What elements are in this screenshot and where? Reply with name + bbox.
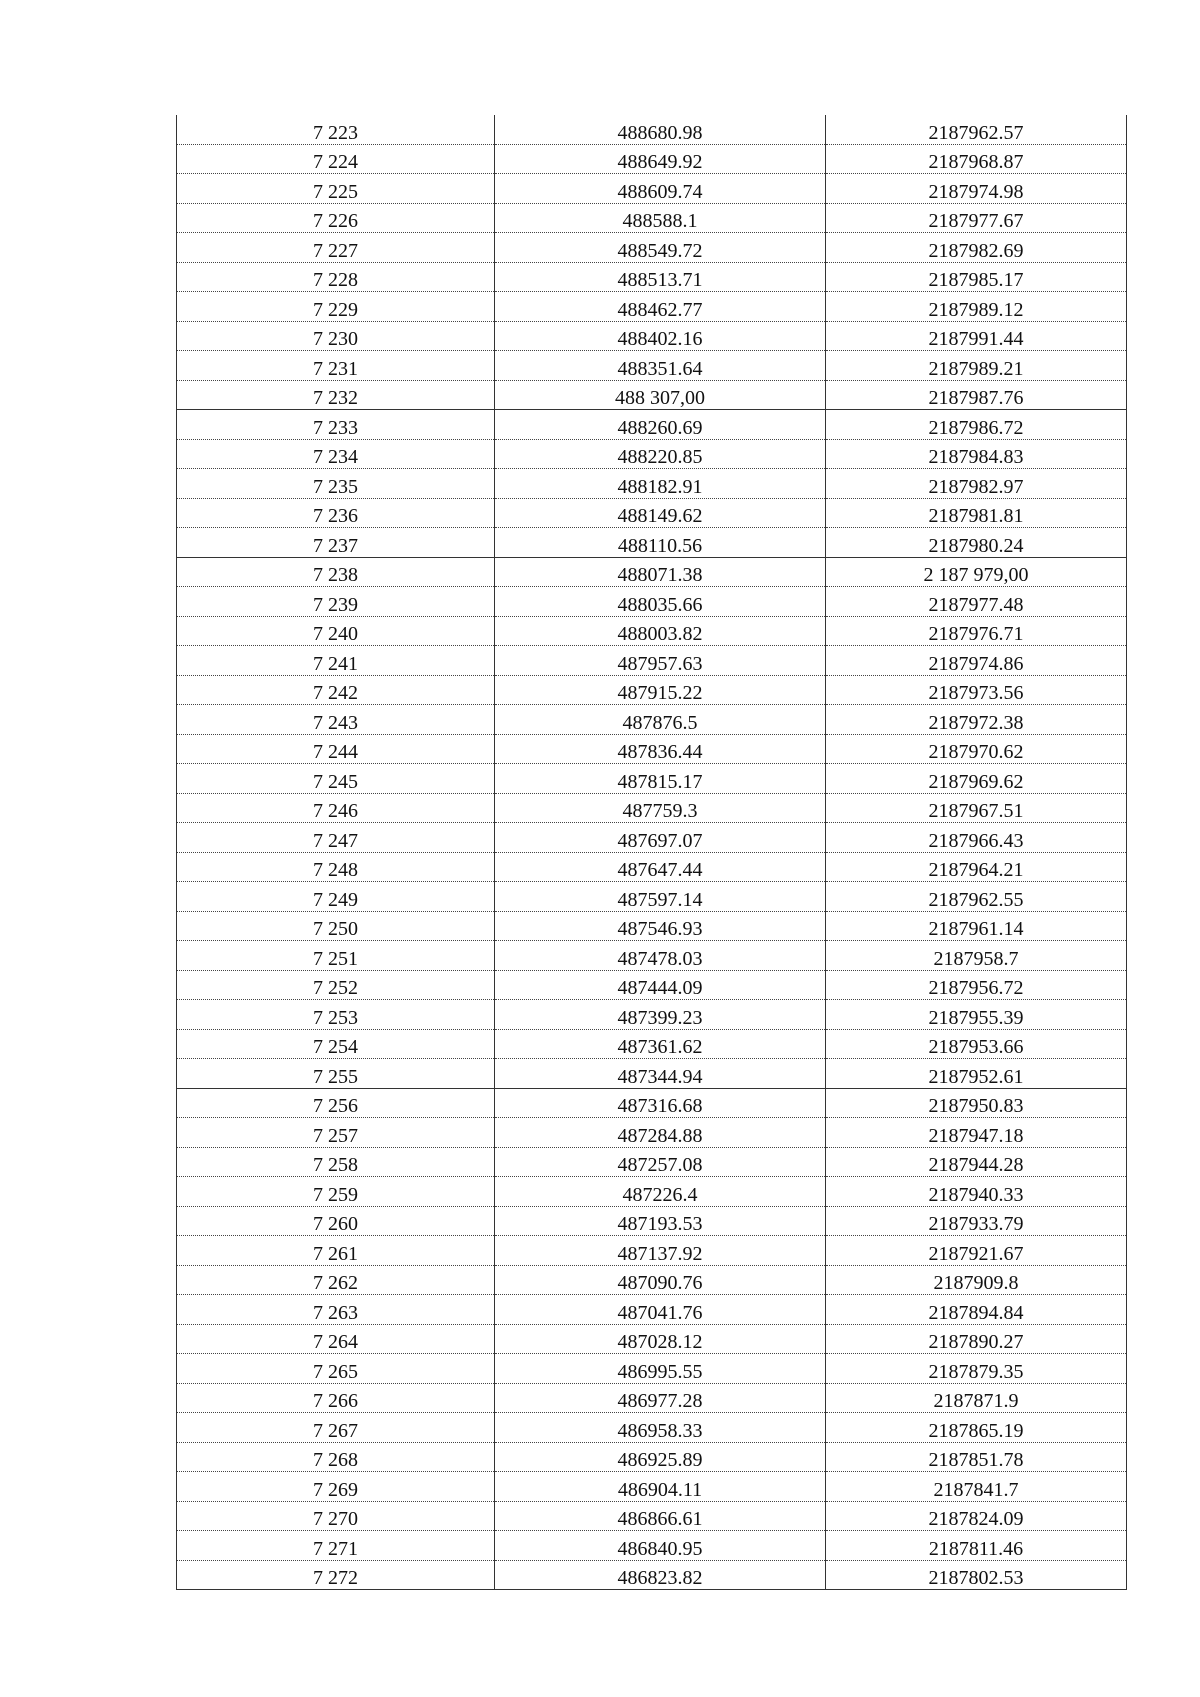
y-coordinate-cell: 2187973.56 [826,675,1127,705]
y-coordinate-cell: 2187933.79 [826,1206,1127,1236]
x-coordinate-cell: 487137.92 [495,1236,826,1266]
y-coordinate-cell: 2187894.84 [826,1295,1127,1325]
table-row [177,1177,1127,1207]
table-row [177,557,1127,587]
x-coordinate-cell: 486995.55 [495,1354,826,1384]
x-coordinate-cell: 487090.76 [495,1265,826,1295]
x-coordinate-cell: 488 307,00 [495,380,826,410]
x-coordinate-cell: 487028.12 [495,1324,826,1354]
table-row [177,1029,1127,1059]
table-row [177,1501,1127,1531]
y-coordinate-cell: 2187989.12 [826,292,1127,322]
table-row [177,1383,1127,1413]
y-coordinate-cell: 2187970.62 [826,734,1127,764]
point-number-cell: 7 231 [177,351,495,381]
x-coordinate-cell: 487697.07 [495,823,826,853]
point-number-cell: 7 262 [177,1265,495,1295]
y-coordinate-cell: 2187879.35 [826,1354,1127,1384]
x-coordinate-cell: 487647.44 [495,852,826,882]
x-coordinate-cell: 488220.85 [495,439,826,469]
x-coordinate-cell: 488649.92 [495,144,826,174]
table-row [177,380,1127,410]
x-coordinate-cell: 487876.5 [495,705,826,735]
y-coordinate-cell: 2187974.86 [826,646,1127,676]
point-number-cell: 7 258 [177,1147,495,1177]
point-number-cell: 7 264 [177,1324,495,1354]
point-number-cell: 7 254 [177,1029,495,1059]
point-number-cell: 7 259 [177,1177,495,1207]
point-number-cell: 7 251 [177,941,495,971]
table-row [177,1147,1127,1177]
x-coordinate-cell: 488182.91 [495,469,826,499]
point-number-cell: 7 229 [177,292,495,322]
point-number-cell: 7 253 [177,1000,495,1030]
x-coordinate-cell: 488680.98 [495,115,826,144]
point-number-cell: 7 228 [177,262,495,292]
x-coordinate-cell: 487815.17 [495,764,826,794]
y-coordinate-cell: 2187958.7 [826,941,1127,971]
table-row [177,587,1127,617]
y-coordinate-cell: 2187871.9 [826,1383,1127,1413]
y-coordinate-cell: 2187962.57 [826,115,1127,144]
table-row [177,675,1127,705]
x-coordinate-cell: 487597.14 [495,882,826,912]
y-coordinate-cell: 2187909.8 [826,1265,1127,1295]
y-coordinate-cell: 2187986.72 [826,410,1127,440]
table-row [177,1088,1127,1118]
point-number-cell: 7 244 [177,734,495,764]
coordinates-table-body [177,115,1127,1590]
table-row [177,970,1127,1000]
x-coordinate-cell: 486904.11 [495,1472,826,1502]
y-coordinate-cell: 2 187 979,00 [826,557,1127,587]
point-number-cell: 7 236 [177,498,495,528]
y-coordinate-cell: 2187956.72 [826,970,1127,1000]
y-coordinate-cell: 2187977.48 [826,587,1127,617]
point-number-cell: 7 268 [177,1442,495,1472]
y-coordinate-cell: 2187952.61 [826,1059,1127,1089]
y-coordinate-cell: 2187940.33 [826,1177,1127,1207]
point-number-cell: 7 241 [177,646,495,676]
point-number-cell: 7 243 [177,705,495,735]
point-number-cell: 7 245 [177,764,495,794]
point-number-cell: 7 232 [177,380,495,410]
x-coordinate-cell: 488260.69 [495,410,826,440]
x-coordinate-cell: 486823.82 [495,1560,826,1590]
y-coordinate-cell: 2187851.78 [826,1442,1127,1472]
y-coordinate-cell: 2187984.83 [826,439,1127,469]
table-row [177,1472,1127,1502]
point-number-cell: 7 270 [177,1501,495,1531]
point-number-cell: 7 250 [177,911,495,941]
y-coordinate-cell: 2187982.69 [826,233,1127,263]
x-coordinate-cell: 488402.16 [495,321,826,351]
y-coordinate-cell: 2187953.66 [826,1029,1127,1059]
table-row [177,1236,1127,1266]
table-row [177,793,1127,823]
y-coordinate-cell: 2187985.17 [826,262,1127,292]
table-row [177,1442,1127,1472]
y-coordinate-cell: 2187972.38 [826,705,1127,735]
table-row [177,203,1127,233]
x-coordinate-cell: 488110.56 [495,528,826,558]
table-row [177,233,1127,263]
x-coordinate-cell: 488003.82 [495,616,826,646]
y-coordinate-cell: 2187961.14 [826,911,1127,941]
point-number-cell: 7 261 [177,1236,495,1266]
point-number-cell: 7 247 [177,823,495,853]
table-row [177,705,1127,735]
table-row [177,616,1127,646]
table-row [177,1413,1127,1443]
table-row [177,439,1127,469]
y-coordinate-cell: 2187811.46 [826,1531,1127,1561]
table-row [177,1265,1127,1295]
x-coordinate-cell: 487361.62 [495,1029,826,1059]
y-coordinate-cell: 2187974.98 [826,174,1127,204]
y-coordinate-cell: 2187967.51 [826,793,1127,823]
x-coordinate-cell: 488351.64 [495,351,826,381]
table-row [177,321,1127,351]
point-number-cell: 7 249 [177,882,495,912]
x-coordinate-cell: 488588.1 [495,203,826,233]
y-coordinate-cell: 2187977.67 [826,203,1127,233]
x-coordinate-cell: 486925.89 [495,1442,826,1472]
table-row [177,528,1127,558]
y-coordinate-cell: 2187947.18 [826,1118,1127,1148]
x-coordinate-cell: 488462.77 [495,292,826,322]
point-number-cell: 7 271 [177,1531,495,1561]
x-coordinate-cell: 486866.61 [495,1501,826,1531]
point-number-cell: 7 272 [177,1560,495,1590]
table-row [177,115,1127,144]
point-number-cell: 7 223 [177,115,495,144]
table-row [177,1000,1127,1030]
x-coordinate-cell: 487957.63 [495,646,826,676]
x-coordinate-cell: 487226.4 [495,1177,826,1207]
point-number-cell: 7 257 [177,1118,495,1148]
y-coordinate-cell: 2187964.21 [826,852,1127,882]
x-coordinate-cell: 487316.68 [495,1088,826,1118]
x-coordinate-cell: 488035.66 [495,587,826,617]
y-coordinate-cell: 2187962.55 [826,882,1127,912]
y-coordinate-cell: 2187991.44 [826,321,1127,351]
x-coordinate-cell: 488149.62 [495,498,826,528]
y-coordinate-cell: 2187976.71 [826,616,1127,646]
point-number-cell: 7 230 [177,321,495,351]
table-row [177,852,1127,882]
point-number-cell: 7 255 [177,1059,495,1089]
y-coordinate-cell: 2187982.97 [826,469,1127,499]
table-row [177,410,1127,440]
table-row [177,469,1127,499]
table-row [177,941,1127,971]
point-number-cell: 7 224 [177,144,495,174]
y-coordinate-cell: 2187921.67 [826,1236,1127,1266]
x-coordinate-cell: 487546.93 [495,911,826,941]
table-row [177,882,1127,912]
table-row [177,911,1127,941]
y-coordinate-cell: 2187841.7 [826,1472,1127,1502]
table-row [177,1531,1127,1561]
x-coordinate-cell: 487399.23 [495,1000,826,1030]
table-row [177,1118,1127,1148]
table-row [177,292,1127,322]
y-coordinate-cell: 2187955.39 [826,1000,1127,1030]
x-coordinate-cell: 487257.08 [495,1147,826,1177]
point-number-cell: 7 266 [177,1383,495,1413]
table-row [177,764,1127,794]
y-coordinate-cell: 2187966.43 [826,823,1127,853]
y-coordinate-cell: 2187950.83 [826,1088,1127,1118]
point-number-cell: 7 235 [177,469,495,499]
point-number-cell: 7 267 [177,1413,495,1443]
table-row [177,1206,1127,1236]
y-coordinate-cell: 2187987.76 [826,380,1127,410]
point-number-cell: 7 248 [177,852,495,882]
table-row [177,1324,1127,1354]
point-number-cell: 7 227 [177,233,495,263]
table-row [177,646,1127,676]
x-coordinate-cell: 487444.09 [495,970,826,1000]
point-number-cell: 7 260 [177,1206,495,1236]
point-number-cell: 7 239 [177,587,495,617]
y-coordinate-cell: 2187969.62 [826,764,1127,794]
point-number-cell: 7 242 [177,675,495,705]
table-row [177,262,1127,292]
x-coordinate-cell: 488071.38 [495,557,826,587]
x-coordinate-cell: 486977.28 [495,1383,826,1413]
y-coordinate-cell: 2187802.53 [826,1560,1127,1590]
point-number-cell: 7 263 [177,1295,495,1325]
y-coordinate-cell: 2187865.19 [826,1413,1127,1443]
y-coordinate-cell: 2187824.09 [826,1501,1127,1531]
point-number-cell: 7 265 [177,1354,495,1384]
y-coordinate-cell: 2187980.24 [826,528,1127,558]
point-number-cell: 7 226 [177,203,495,233]
table-row [177,1354,1127,1384]
table-row [177,823,1127,853]
table-row [177,1059,1127,1089]
point-number-cell: 7 256 [177,1088,495,1118]
point-number-cell: 7 238 [177,557,495,587]
x-coordinate-cell: 487041.76 [495,1295,826,1325]
x-coordinate-cell: 487284.88 [495,1118,826,1148]
x-coordinate-cell: 488513.71 [495,262,826,292]
y-coordinate-cell: 2187968.87 [826,144,1127,174]
point-number-cell: 7 233 [177,410,495,440]
x-coordinate-cell: 487759.3 [495,793,826,823]
point-number-cell: 7 237 [177,528,495,558]
y-coordinate-cell: 2187890.27 [826,1324,1127,1354]
table-row [177,734,1127,764]
x-coordinate-cell: 486840.95 [495,1531,826,1561]
x-coordinate-cell: 487478.03 [495,941,826,971]
point-number-cell: 7 246 [177,793,495,823]
point-number-cell: 7 234 [177,439,495,469]
y-coordinate-cell: 2187981.81 [826,498,1127,528]
point-number-cell: 7 269 [177,1472,495,1502]
table-row [177,351,1127,381]
x-coordinate-cell: 488609.74 [495,174,826,204]
x-coordinate-cell: 487915.22 [495,675,826,705]
x-coordinate-cell: 487193.53 [495,1206,826,1236]
y-coordinate-cell: 2187989.21 [826,351,1127,381]
coordinates-table [176,115,1127,1590]
x-coordinate-cell: 486958.33 [495,1413,826,1443]
x-coordinate-cell: 488549.72 [495,233,826,263]
table-row [177,1560,1127,1590]
table-row [177,1295,1127,1325]
table-row [177,174,1127,204]
point-number-cell: 7 225 [177,174,495,204]
x-coordinate-cell: 487836.44 [495,734,826,764]
table-row [177,498,1127,528]
point-number-cell: 7 252 [177,970,495,1000]
y-coordinate-cell: 2187944.28 [826,1147,1127,1177]
x-coordinate-cell: 487344.94 [495,1059,826,1089]
table-row [177,144,1127,174]
point-number-cell: 7 240 [177,616,495,646]
